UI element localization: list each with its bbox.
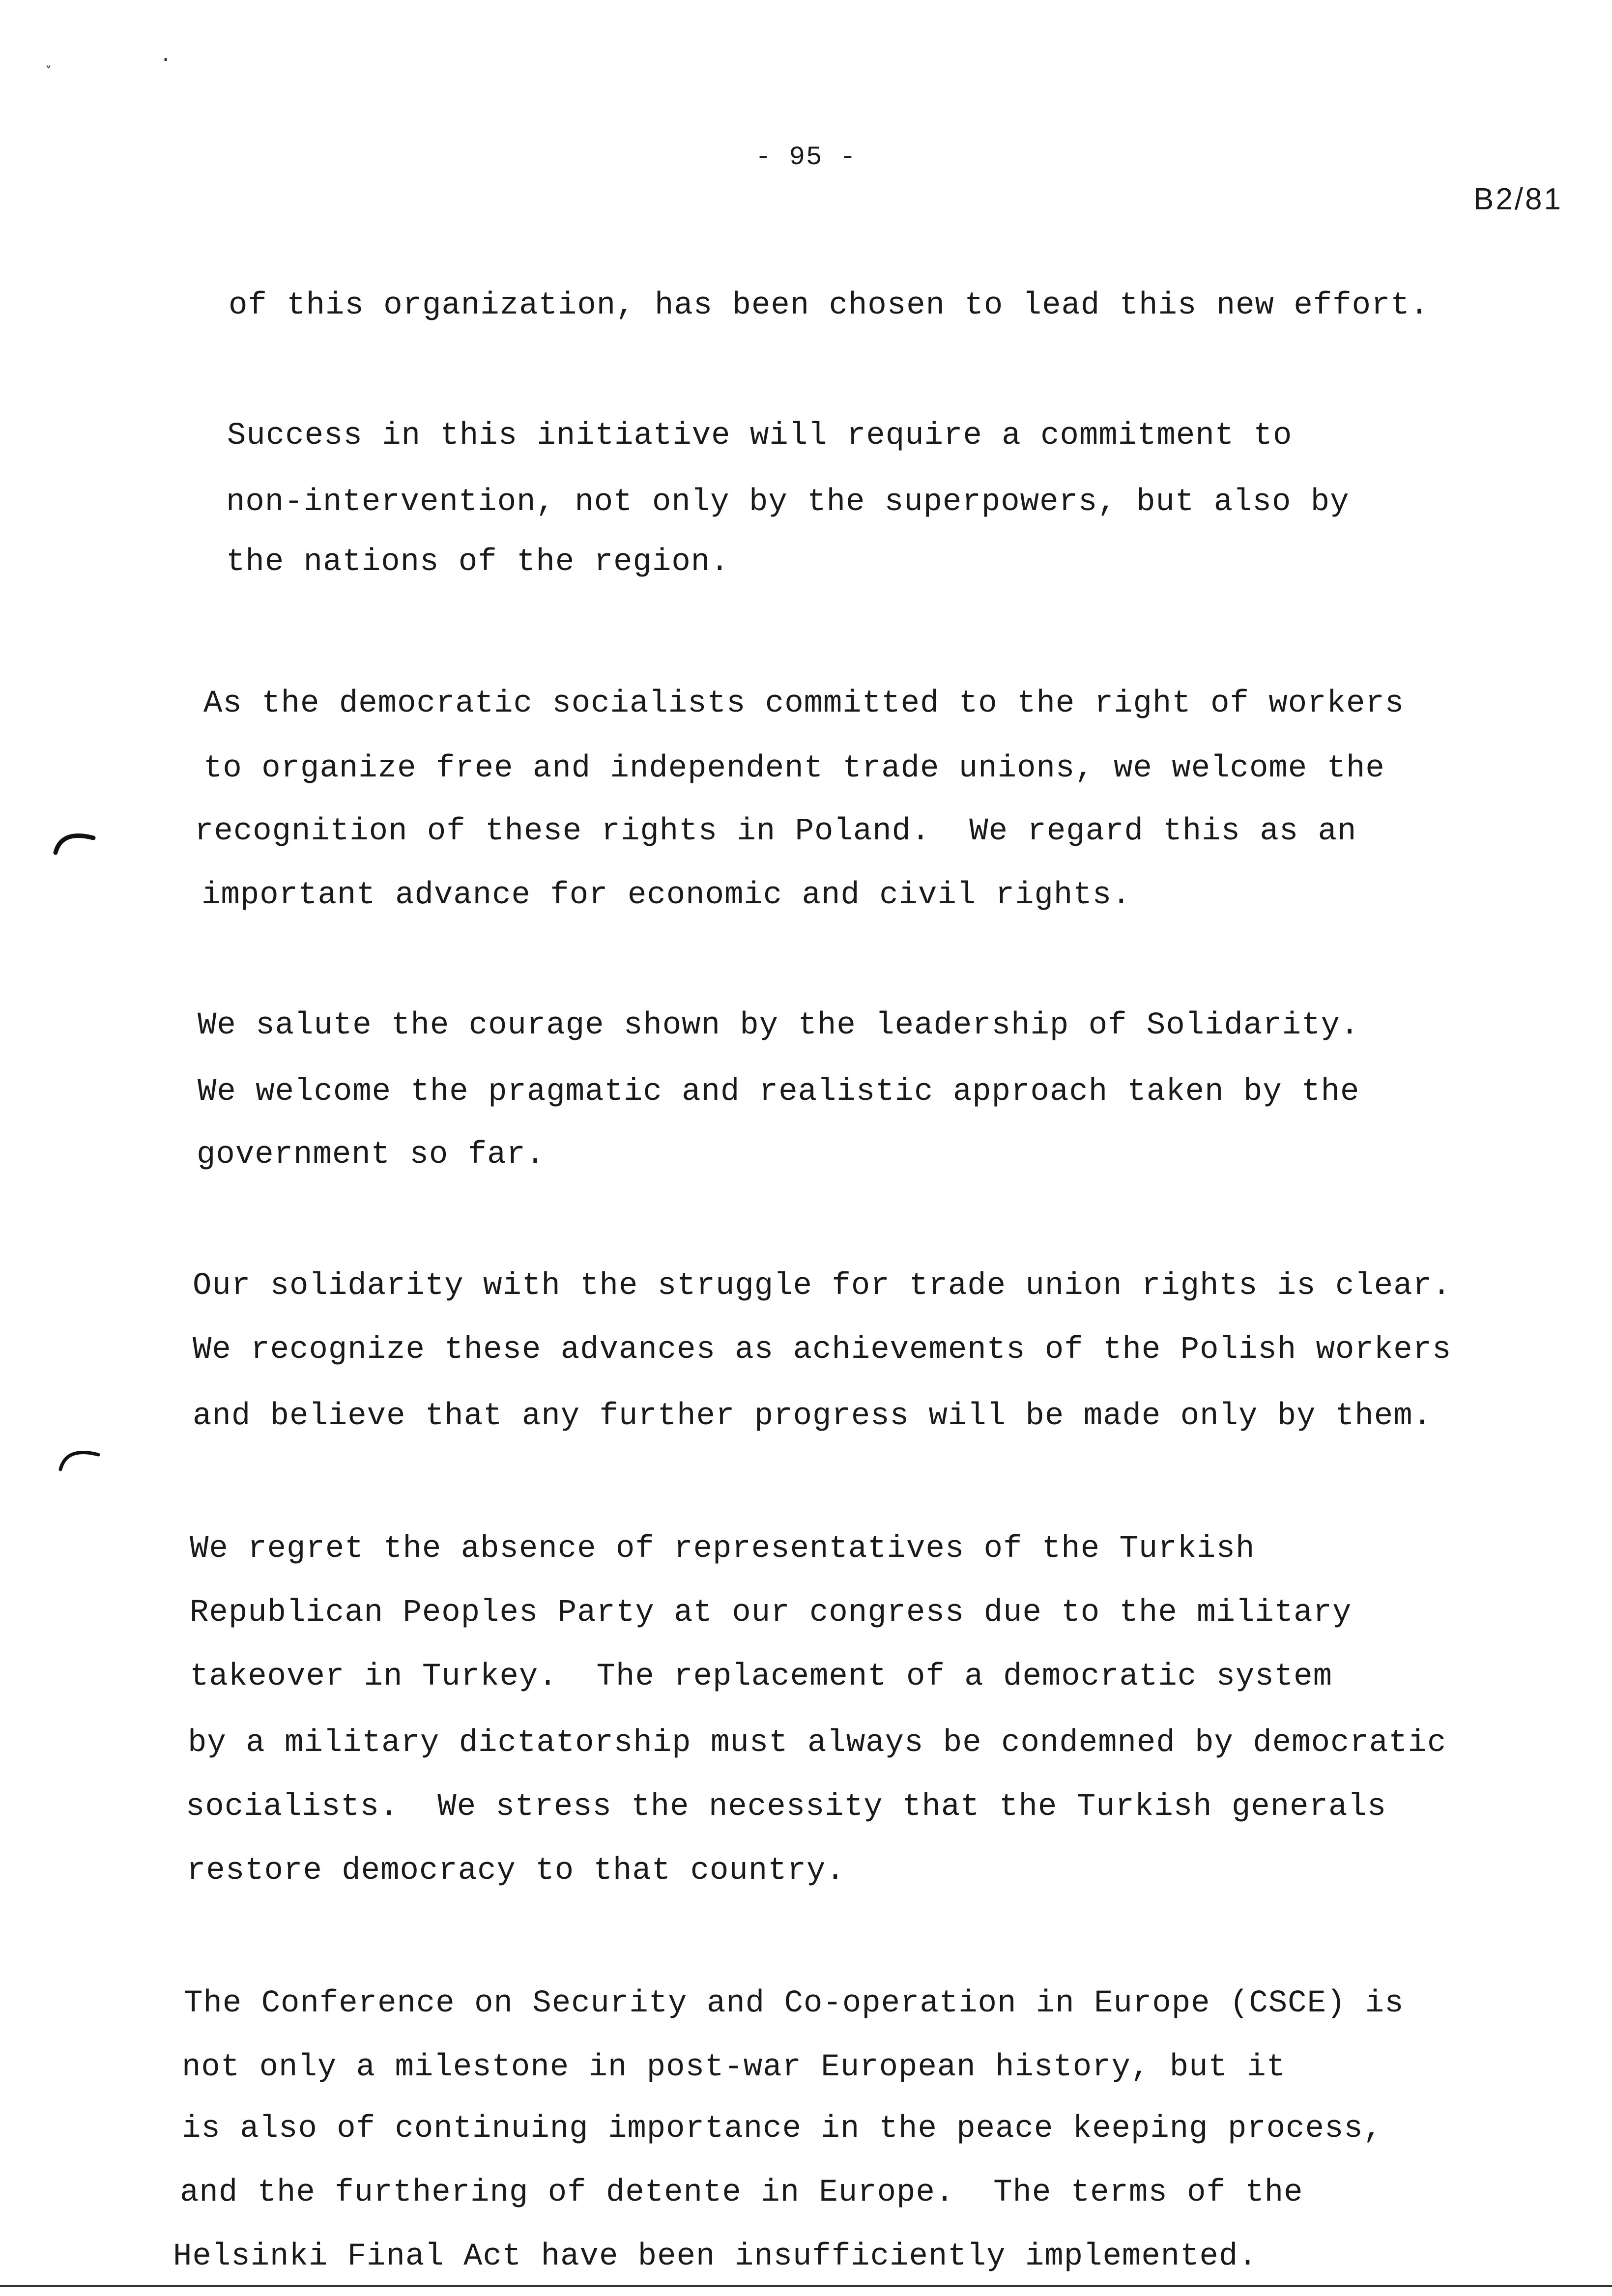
text-line: As the democratic socialists committed to the right of workers [203, 686, 1405, 721]
document-reference: B2/81 [1473, 182, 1563, 216]
margin-bracket-mark [57, 1442, 101, 1472]
text-line: is also of continuing importance in the peace keeping process, [182, 2111, 1383, 2147]
text-line: We regret the absence of representatives of the Turkish [190, 1531, 1255, 1567]
text-line: Success in this initiative will require a commitment to [227, 418, 1293, 454]
text-line: socialists. We stress the necessity that the Turkish generals [186, 1789, 1387, 1825]
scan-mark: · [160, 49, 172, 71]
text-line: and believe that any further progress will be made only by them. [193, 1399, 1432, 1434]
text-line: Republican Peoples Party at our congress due to the military [190, 1595, 1352, 1631]
text-line: The Conference on Security and Co-operation in Europe (CSCE) is [184, 1986, 1404, 2021]
text-line: restore democracy to that country. [187, 1853, 845, 1889]
text-line: We welcome the pragmatic and realistic approach taken by the [198, 1074, 1360, 1110]
text-line: not only a milestone in post-war European history, but it [182, 2050, 1286, 2085]
scan-mark: ˯ [45, 49, 58, 71]
text-line: to organize free and independent trade unions, we welcome the [203, 751, 1385, 786]
page-number: - 95 - [755, 143, 857, 172]
text-line: recognition of these rights in Poland. We regard this as an [195, 814, 1357, 849]
text-line: government so far. [197, 1137, 546, 1173]
text-line: non-intervention, not only by the superpowers, but also by [226, 485, 1350, 520]
text-line: Helsinki Final Act have been insufficiently implemented. [173, 2239, 1258, 2274]
text-line: Our solidarity with the struggle for trade union rights is clear. [193, 1268, 1452, 1304]
text-line: We recognize these advances as achievements of the Polish workers [193, 1332, 1452, 1368]
text-line: and the furthering of detente in Europe. The terms of the [180, 2175, 1303, 2210]
page-bottom-edge [0, 2285, 1612, 2287]
text-line: important advance for economic and civil rights. [202, 878, 1131, 913]
text-line: the nations of the region. [226, 545, 730, 580]
margin-bracket-mark [52, 826, 96, 855]
text-line: We salute the courage shown by the leadership of Solidarity. [198, 1008, 1360, 1043]
text-line: takeover in Turkey. The replacement of a democratic system [190, 1659, 1332, 1694]
text-line: by a military dictatorship must always be condemned by democratic [188, 1725, 1447, 1761]
text-line: of this organization, has been chosen to lead this new effort. [229, 288, 1430, 323]
